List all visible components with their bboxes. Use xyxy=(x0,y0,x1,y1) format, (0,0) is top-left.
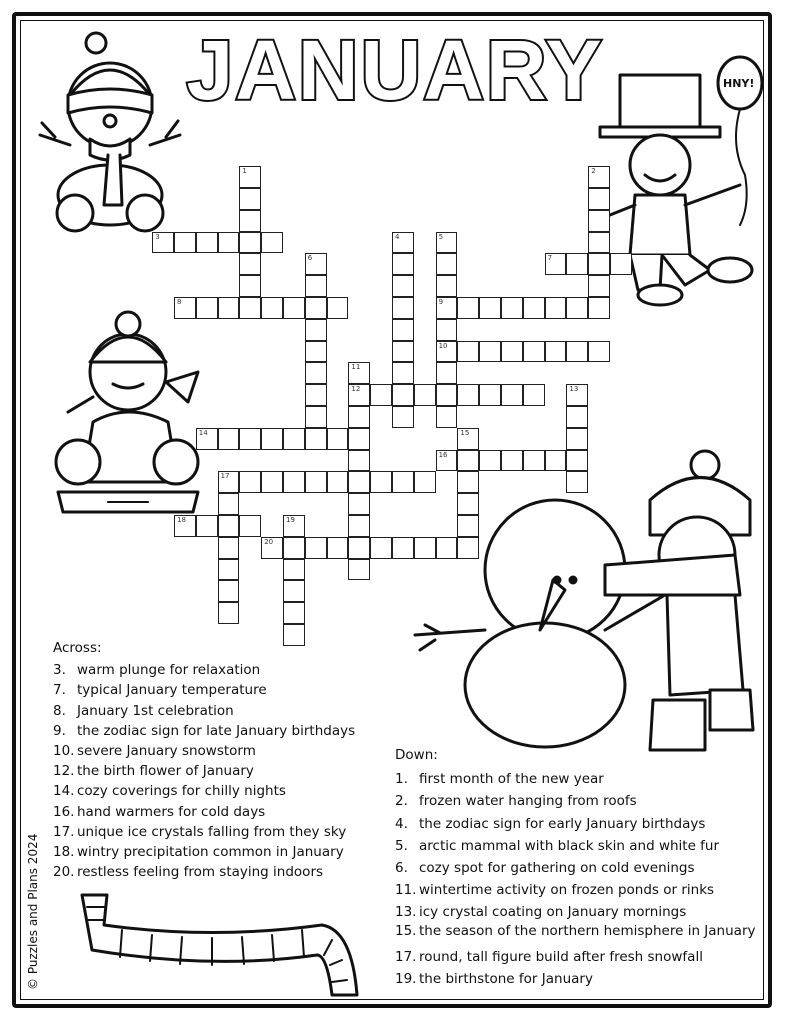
across-clue xyxy=(53,862,355,882)
crossword-cell[interactable] xyxy=(218,602,240,624)
clue-text: hand warmers for cold days xyxy=(77,803,266,820)
clue-text: round, tall figure build after fresh snowfall xyxy=(419,948,703,965)
crossword-cell[interactable] xyxy=(436,319,458,341)
across-clue xyxy=(53,660,355,680)
crossword-cell[interactable] xyxy=(348,406,370,428)
crossword-cell[interactable] xyxy=(261,428,283,450)
cell-number: 1 xyxy=(242,167,247,176)
cell-number: 14 xyxy=(198,428,208,437)
crossword-cell[interactable] xyxy=(523,450,545,472)
crossword-cell[interactable] xyxy=(588,253,610,275)
clue-number: 5. xyxy=(395,837,408,854)
crossword-cell[interactable] xyxy=(239,471,261,493)
crossword-cell[interactable] xyxy=(327,537,349,559)
crossword-cell[interactable] xyxy=(239,210,261,232)
clue-number: 7. xyxy=(53,682,66,699)
cell-number: 17 xyxy=(220,472,230,481)
cell-number: 7 xyxy=(547,254,553,263)
copyright-text: © Puzzles and Plans 2024 xyxy=(26,833,40,990)
down-clues xyxy=(395,744,765,990)
cell-number: 3 xyxy=(155,232,160,241)
cell-number: 2 xyxy=(591,167,596,176)
crossword-cell[interactable] xyxy=(501,384,523,406)
crossword-cell[interactable] xyxy=(457,471,479,493)
crossword-cell[interactable] xyxy=(436,384,458,406)
crossword-cell[interactable] xyxy=(348,471,370,493)
crossword-cell[interactable] xyxy=(327,297,349,319)
cell-number: 12 xyxy=(351,385,361,394)
clue-number: 9. xyxy=(53,722,66,739)
crossword-cell[interactable] xyxy=(610,253,632,275)
crossword-cell[interactable] xyxy=(588,232,610,254)
crossword-cell[interactable] xyxy=(501,341,523,363)
crossword-cell[interactable] xyxy=(305,471,327,493)
clue-text: warm plunge for relaxation xyxy=(77,662,261,679)
balloon-text: HNY! xyxy=(723,77,755,90)
crossword-cell[interactable] xyxy=(348,493,370,515)
crossword-cell[interactable] xyxy=(436,406,458,428)
cell-number: 6 xyxy=(307,254,313,263)
crossword-cell[interactable] xyxy=(283,428,305,450)
clue-number: 1. xyxy=(395,771,408,788)
clue-text: first month of the new year xyxy=(419,771,604,788)
crossword-cell[interactable] xyxy=(414,537,436,559)
cell-number: 10 xyxy=(438,341,448,350)
crossword-cell[interactable] xyxy=(305,362,327,384)
crossword-cell[interactable] xyxy=(436,362,458,384)
clue-number: 4. xyxy=(395,815,408,832)
crossword-cell[interactable] xyxy=(479,450,501,472)
down-clue xyxy=(395,946,765,968)
crossword-cell[interactable] xyxy=(305,341,327,363)
crossword-cell[interactable] xyxy=(566,428,588,450)
clue-text: severe January snowstorm xyxy=(77,743,256,760)
crossword-cell[interactable] xyxy=(479,384,501,406)
crossword-cell[interactable] xyxy=(305,384,327,406)
crossword-cell[interactable] xyxy=(436,232,458,254)
crossword-cell[interactable] xyxy=(239,515,261,537)
crossword-cell[interactable] xyxy=(196,232,218,254)
crossword-cell[interactable] xyxy=(566,384,588,406)
cell-number: 13 xyxy=(569,385,579,394)
crossword-cell[interactable] xyxy=(436,253,458,275)
crossword-cell[interactable] xyxy=(566,297,588,319)
clue-number: 16. xyxy=(53,803,75,820)
crossword-cell[interactable] xyxy=(501,450,523,472)
across-clue xyxy=(53,721,355,741)
crossword-cell[interactable] xyxy=(327,428,349,450)
crossword-cell[interactable] xyxy=(283,297,305,319)
crossword-cell[interactable] xyxy=(392,297,414,319)
crossword-cell[interactable] xyxy=(392,232,414,254)
down-clue xyxy=(395,857,765,879)
crossword-cell[interactable] xyxy=(174,515,196,537)
across-heading: Across: xyxy=(53,640,102,656)
clue-text: the zodiac sign for early January birthdays xyxy=(419,815,706,832)
crossword-cell[interactable] xyxy=(348,537,370,559)
crossword-cell[interactable] xyxy=(566,341,588,363)
crossword-cell[interactable] xyxy=(218,580,240,602)
crossword-cell[interactable] xyxy=(261,297,283,319)
crossword-cell[interactable] xyxy=(218,232,240,254)
down-heading: Down: xyxy=(395,747,438,763)
crossword-cell[interactable] xyxy=(348,559,370,581)
across-clue xyxy=(53,761,355,781)
crossword-cell[interactable] xyxy=(218,537,240,559)
down-clue xyxy=(395,968,765,990)
clue-number: 10. xyxy=(53,743,75,760)
crossword-cell[interactable] xyxy=(588,210,610,232)
clue-number: 15. xyxy=(395,922,417,939)
clue-text: arctic mammal with black skin and white fur xyxy=(419,837,720,854)
crossword-cell[interactable] xyxy=(218,515,240,537)
crossword-cell[interactable] xyxy=(218,297,240,319)
crossword-cell[interactable] xyxy=(218,471,240,493)
crossword-cell[interactable] xyxy=(588,341,610,363)
crossword-cell[interactable] xyxy=(348,428,370,450)
cell-number: 19 xyxy=(286,516,295,524)
crossword-cell[interactable] xyxy=(588,297,610,319)
clue-number: 20. xyxy=(53,864,75,881)
down-clue xyxy=(395,901,765,923)
crossword-cell[interactable] xyxy=(545,297,567,319)
clue-text: cozy coverings for chilly nights xyxy=(77,783,286,800)
crossword-cell[interactable] xyxy=(305,253,327,275)
crossword-cell[interactable] xyxy=(566,406,588,428)
cell-number: 9 xyxy=(438,298,444,306)
crossword-cell[interactable] xyxy=(457,493,479,515)
page-title: JANUARY xyxy=(186,23,604,117)
down-clue xyxy=(395,768,765,790)
clue-text: wintertime activity on frozen ponds or rinks xyxy=(419,882,715,899)
down-clue xyxy=(395,813,765,835)
crossword-cell[interactable] xyxy=(588,275,610,297)
crossword-cell[interactable] xyxy=(392,319,414,341)
crossword-cell[interactable] xyxy=(348,384,370,406)
crossword-cell[interactable] xyxy=(566,471,588,493)
crossword-cell[interactable] xyxy=(327,471,349,493)
crossword-cell[interactable] xyxy=(196,515,218,537)
cell-number: 15 xyxy=(460,428,470,437)
crossword-cell[interactable] xyxy=(566,253,588,275)
crossword-cell[interactable] xyxy=(457,428,479,450)
crossword-cell[interactable] xyxy=(436,341,458,363)
crossword-cell[interactable] xyxy=(501,297,523,319)
crossword-cell[interactable] xyxy=(392,384,414,406)
crossword-cell[interactable] xyxy=(196,428,218,450)
crossword-cell[interactable] xyxy=(523,297,545,319)
striped-scarf-illustration xyxy=(62,885,367,1005)
down-clue xyxy=(395,879,765,901)
crossword-cell[interactable] xyxy=(174,232,196,254)
crossword-cell[interactable] xyxy=(218,493,240,515)
clue-number: 6. xyxy=(395,860,408,877)
crossword-cell[interactable] xyxy=(588,166,610,188)
crossword-cell[interactable] xyxy=(545,450,567,472)
crossword-cell[interactable] xyxy=(392,341,414,363)
girl-on-sled-illustration xyxy=(48,312,208,517)
crossword-cell[interactable] xyxy=(283,602,305,624)
clue-number: 19. xyxy=(395,970,417,987)
clue-text: the birthstone for January xyxy=(419,970,593,987)
crossword-cell[interactable] xyxy=(305,319,327,341)
crossword-cell[interactable] xyxy=(348,362,370,384)
clue-number: 2. xyxy=(395,793,408,810)
crossword-cell[interactable] xyxy=(457,384,479,406)
crossword-cell[interactable] xyxy=(370,537,392,559)
clue-number: 17. xyxy=(395,948,417,965)
crossword-cell[interactable] xyxy=(239,166,261,188)
crossword-cell[interactable] xyxy=(305,537,327,559)
crossword-cell[interactable] xyxy=(545,341,567,363)
clue-text: the birth flower of January xyxy=(77,763,254,780)
crossword-cell[interactable] xyxy=(392,471,414,493)
crossword-cell[interactable] xyxy=(239,275,261,297)
clue-number: 11. xyxy=(395,882,417,899)
cell-number: 8 xyxy=(177,298,182,306)
across-clue xyxy=(53,741,355,761)
down-clue xyxy=(395,835,765,857)
crossword-cell[interactable] xyxy=(239,297,261,319)
crossword-cell[interactable] xyxy=(588,188,610,210)
crossword-cell[interactable] xyxy=(239,188,261,210)
crossword-cell[interactable] xyxy=(261,232,283,254)
crossword-cell[interactable] xyxy=(414,471,436,493)
crossword-cell[interactable] xyxy=(348,450,370,472)
crossword-cell[interactable] xyxy=(436,450,458,472)
crossword-cell[interactable] xyxy=(457,450,479,472)
crossword-cell[interactable] xyxy=(523,341,545,363)
crossword-cell[interactable] xyxy=(261,471,283,493)
crossword-cell[interactable] xyxy=(283,580,305,602)
across-clue xyxy=(53,701,355,721)
crossword-cell[interactable] xyxy=(283,559,305,581)
crossword-cell[interactable] xyxy=(392,537,414,559)
clue-text: the season of the northern hemisphere in January xyxy=(419,922,756,939)
cell-number: 5 xyxy=(438,232,444,241)
crossword-cell[interactable] xyxy=(283,537,305,559)
across-clue xyxy=(53,680,355,700)
clue-text: the zodiac sign for late January birthdays xyxy=(77,722,356,739)
kid-with-hat-illustration xyxy=(30,35,190,235)
clue-number: 14. xyxy=(53,783,75,800)
crossword-cell[interactable] xyxy=(370,384,392,406)
crossword-cell[interactable] xyxy=(392,253,414,275)
down-clue xyxy=(395,924,765,939)
cell-number: 11 xyxy=(351,363,361,372)
clue-number: 8. xyxy=(53,702,66,719)
clue-text: unique ice crystals falling from they sky xyxy=(77,823,347,840)
clue-number: 12. xyxy=(53,763,75,780)
across-clue xyxy=(53,802,355,822)
crossword-cell[interactable] xyxy=(457,297,479,319)
crossword-cell[interactable] xyxy=(305,275,327,297)
crossword-cell[interactable] xyxy=(523,384,545,406)
crossword-cell[interactable] xyxy=(479,297,501,319)
crossword-cell[interactable] xyxy=(261,537,283,559)
crossword-cell[interactable] xyxy=(370,471,392,493)
crossword-cell[interactable] xyxy=(348,515,370,537)
clue-text: restless feeling from staying indoors xyxy=(77,864,324,881)
crossword-cell[interactable] xyxy=(174,297,196,319)
crossword-cell[interactable] xyxy=(218,559,240,581)
crossword-cell[interactable] xyxy=(305,428,327,450)
crossword-cell[interactable] xyxy=(414,384,436,406)
crossword-cell[interactable] xyxy=(436,537,458,559)
clue-number: 17. xyxy=(53,823,75,840)
across-clues xyxy=(53,638,355,882)
across-clue xyxy=(53,822,355,842)
crossword-cell[interactable] xyxy=(566,450,588,472)
clue-text: wintry precipitation common in January xyxy=(77,844,344,861)
crossword-cell[interactable] xyxy=(392,275,414,297)
clue-text: icy crystal coating on January mornings xyxy=(419,904,687,921)
cell-number: 4 xyxy=(395,232,400,241)
clue-number: 13. xyxy=(395,904,417,921)
crossword-cell[interactable] xyxy=(218,428,240,450)
clue-text: typical January temperature xyxy=(77,682,267,699)
down-clue xyxy=(395,790,765,812)
cell-number: 20 xyxy=(264,537,274,546)
crossword-cell[interactable] xyxy=(283,515,305,537)
crossword-cell[interactable] xyxy=(392,406,414,428)
crossword-cell[interactable] xyxy=(436,297,458,319)
clue-text: January 1st celebration xyxy=(77,702,234,719)
cell-number: 18 xyxy=(177,516,186,524)
crossword-cell[interactable] xyxy=(479,341,501,363)
crossword-cell[interactable] xyxy=(283,471,305,493)
cell-number: 16 xyxy=(438,450,448,459)
crossword-cell[interactable] xyxy=(457,515,479,537)
crossword-cell[interactable] xyxy=(305,297,327,319)
across-clue xyxy=(53,781,355,801)
crossword-cell[interactable] xyxy=(239,253,261,275)
clue-number: 18. xyxy=(53,844,75,861)
clue-text: cozy spot for gathering on cold evenings xyxy=(419,860,695,877)
crossword-cell[interactable] xyxy=(196,297,218,319)
clue-number: 3. xyxy=(53,662,66,679)
crossword-cell[interactable] xyxy=(239,232,261,254)
clue-text: frozen water hanging from roofs xyxy=(419,793,637,810)
crossword-cell[interactable] xyxy=(305,406,327,428)
crossword-cell[interactable] xyxy=(436,275,458,297)
crossword-cell[interactable] xyxy=(457,341,479,363)
crossword-cell[interactable] xyxy=(457,537,479,559)
across-clue xyxy=(53,842,355,862)
crossword-cell[interactable] xyxy=(239,428,261,450)
crossword-cell[interactable] xyxy=(152,232,174,254)
crossword-cell[interactable] xyxy=(545,253,567,275)
crossword-cell[interactable] xyxy=(392,362,414,384)
